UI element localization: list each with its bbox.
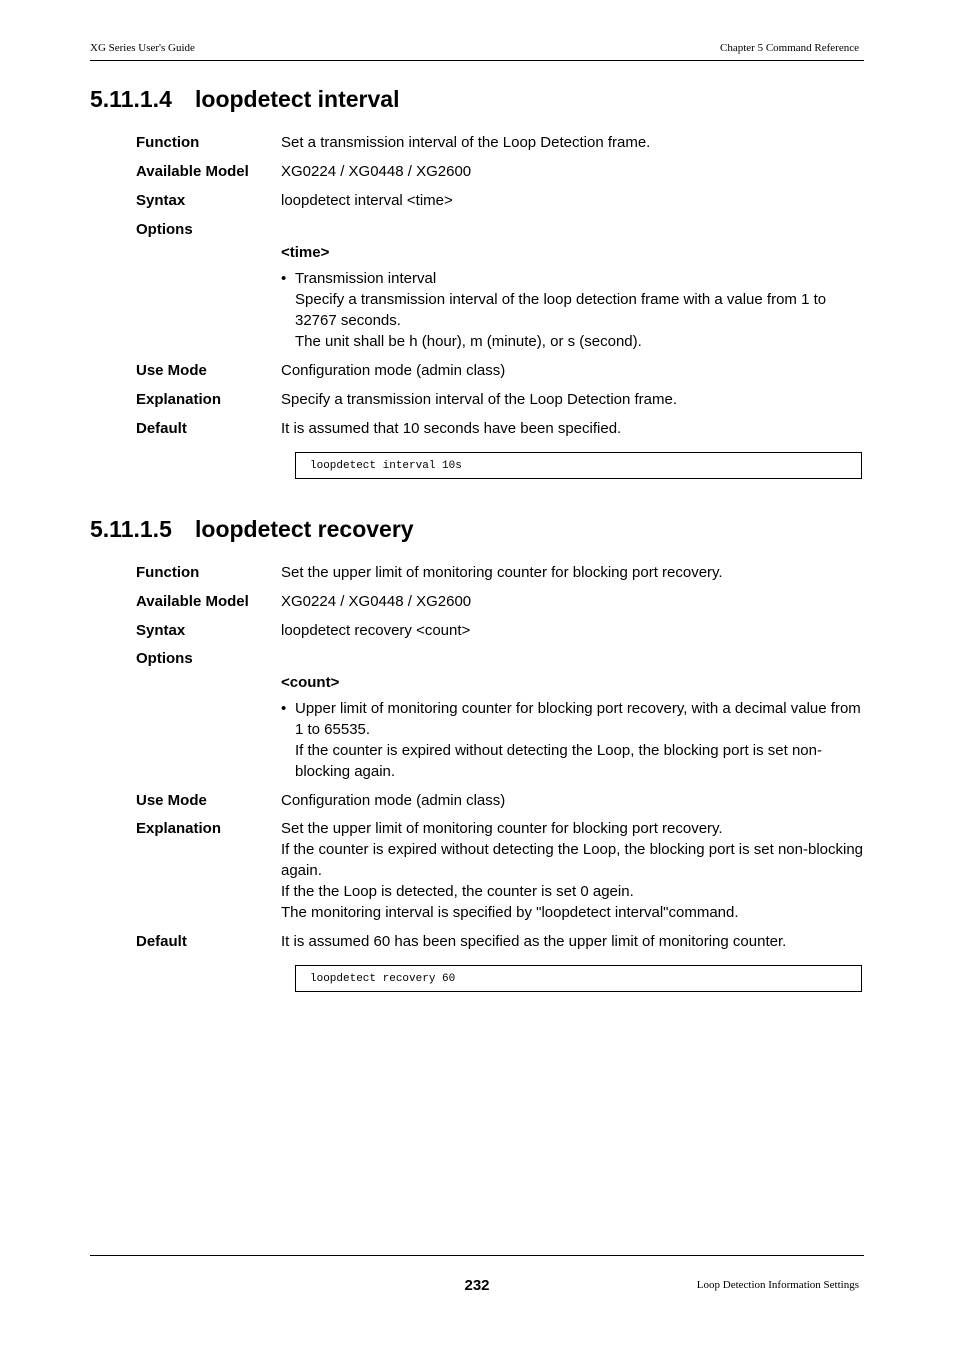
function-label: Function xyxy=(136,134,200,151)
option-line: Upper limit of monitoring counter for blocking port recovery, with a decimal value from 1 to 65535. xyxy=(295,700,861,738)
option-bullet-item xyxy=(281,268,864,352)
default-label: Default xyxy=(136,420,187,437)
option-line: Specify a transmission interval of the loop detection frame with a value from 1 to 32767 seconds. xyxy=(295,291,827,329)
bullet-marker: • xyxy=(281,700,287,717)
explanation-line: If the counter is expired without detecting the Loop, the blocking port is set non-blocking again. xyxy=(281,841,864,879)
section-number: 5.11.1.5 xyxy=(90,516,172,542)
explanation-label: Explanation xyxy=(136,391,222,408)
available-model-label: Available Model xyxy=(136,163,249,180)
available-model-value: XG0224 / XG0448 / XG2600 xyxy=(281,593,472,610)
explanation-line: If the the Loop is detected, the counter is set 0 agein. xyxy=(281,883,634,900)
section-heading-loopdetect-recovery xyxy=(90,516,414,543)
code-example xyxy=(295,965,862,992)
use-mode-label: Use Mode xyxy=(136,792,207,809)
default-value: It is assumed that 10 seconds have been specified. xyxy=(281,420,622,437)
syntax-label: Syntax xyxy=(136,192,186,209)
footer-rule xyxy=(90,1255,864,1256)
syntax-label: Syntax xyxy=(136,622,186,639)
syntax-value: loopdetect interval <time> xyxy=(281,192,453,209)
explanation-value: Specify a transmission interval of the Loop Detection frame. xyxy=(281,391,678,408)
option-line: If the counter is expired without detecting the Loop, the blocking port is set non-blocking again. xyxy=(295,742,822,780)
explanation-line: Set the upper limit of monitoring counter for blocking port recovery. xyxy=(281,820,723,837)
explanation-label: Explanation xyxy=(136,820,222,837)
syntax-value: loopdetect recovery <count> xyxy=(281,622,471,639)
default-label: Default xyxy=(136,933,187,950)
function-value: Set the upper limit of monitoring counter for blocking port recovery. xyxy=(281,564,723,581)
section-number: 5.11.1.4 xyxy=(90,86,172,112)
available-model-label: Available Model xyxy=(136,593,249,610)
option-name: <time> xyxy=(281,244,330,261)
function-value: Set a transmission interval of the Loop Detection frame. xyxy=(281,134,651,151)
section-heading-loopdetect-interval xyxy=(90,86,399,113)
code-text: loopdetect interval 10s xyxy=(310,460,462,472)
explanation-row xyxy=(136,818,864,923)
code-text: loopdetect recovery 60 xyxy=(310,973,456,985)
section-title: loopdetect interval xyxy=(195,86,400,112)
header-left: XG Series User's Guide xyxy=(90,42,195,54)
options-label: Options xyxy=(136,221,193,238)
option-line: Transmission interval xyxy=(295,270,437,287)
explanation-line: The monitoring interval is specified by "loopdetect interval"command. xyxy=(281,904,739,921)
use-mode-value: Configuration mode (admin class) xyxy=(281,362,506,379)
use-mode-value: Configuration mode (admin class) xyxy=(281,792,506,809)
options-label: Options xyxy=(136,650,193,667)
footer-right: Loop Detection Information Settings xyxy=(696,1279,859,1291)
code-example xyxy=(295,452,862,479)
header-right: Chapter 5 Command Reference xyxy=(720,42,859,54)
section-title: loopdetect recovery xyxy=(195,516,414,542)
explanation-value xyxy=(281,818,864,923)
default-value: It is assumed 60 has been specified as the upper limit of monitoring counter. xyxy=(281,933,787,950)
use-mode-label: Use Mode xyxy=(136,362,207,379)
page-number: 232 xyxy=(464,1277,490,1294)
option-name: <count> xyxy=(281,674,340,691)
option-bullet-item xyxy=(281,698,864,782)
option-line: The unit shall be h (hour), m (minute), or s (second). xyxy=(295,333,642,350)
available-model-value: XG0224 / XG0448 / XG2600 xyxy=(281,163,472,180)
header-rule xyxy=(90,60,864,61)
bullet-marker: • xyxy=(281,270,287,287)
function-label: Function xyxy=(136,564,200,581)
